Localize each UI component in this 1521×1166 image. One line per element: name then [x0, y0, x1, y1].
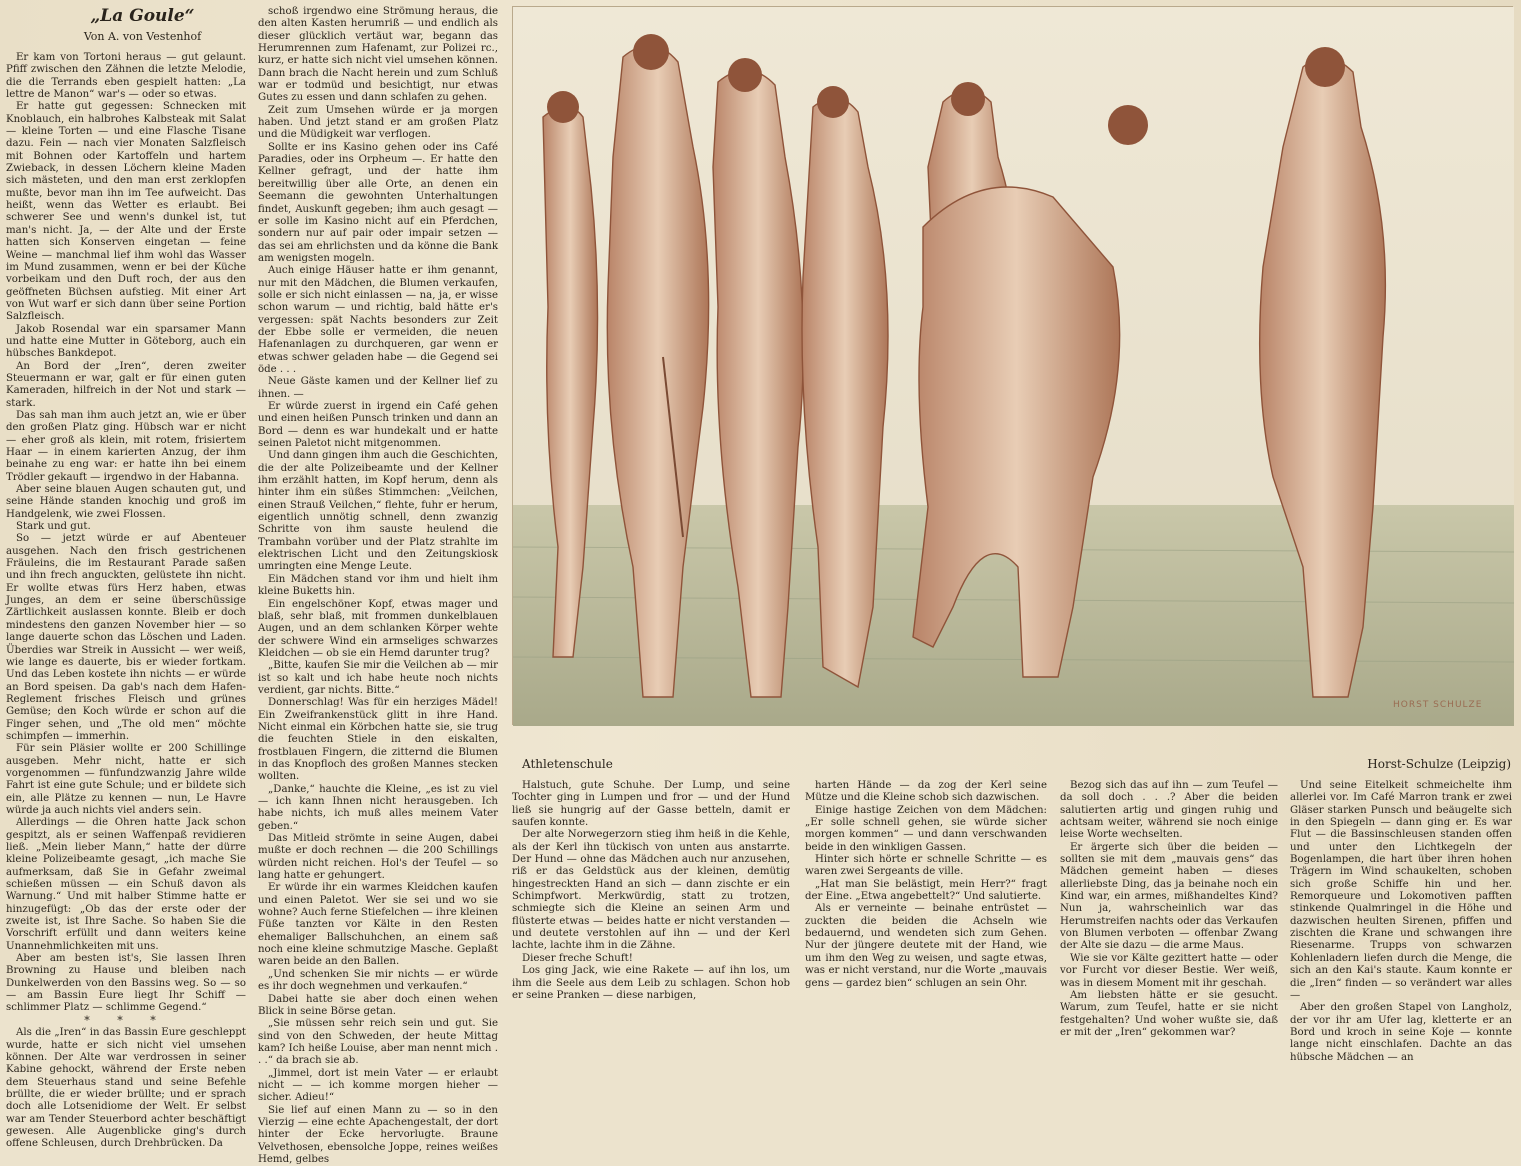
paragraph: Los ging Jack, wie eine Rakete — auf ihn los, um ihm die Seele aus dem Leib zu schlagen. Schon hob er seine Pranken — diese narbigen, — [512, 965, 790, 1001]
paragraph: Jakob Rosendal war ein sparsamer Mann und hatte eine Mutter in Göteborg, auch ein hübsches Bankdepot. — [6, 323, 246, 360]
paragraph: Als er verneinte — beinahe entrüstet — zuckten die beiden die Achseln wie bedauernd, und wendeten sich zum Gehen. Nur der jüngere deutete mit der Hand, wie um ihm den Weg zu weisen, und sagte etwas, was er nicht verstand, nur die Worte „mauvais gens — gardez bien“ schlugen an sein Ohr. — [805, 903, 1047, 989]
text-column-5 — [1060, 780, 1278, 1038]
paragraph: Er würde zuerst in irgend ein Café gehen und einen heißen Punsch trinken und dann an Bord — denn es war hundekalt und er hatte seinen Paletot nicht mitgenommen. — [258, 401, 498, 450]
paragraph: „Sie müssen sehr reich sein und gut. Sie sind von den Schweden, der heute Mittag kam? Ich heiße Louise, aber man nennt mich . . .“ da brach sie ab. — [258, 1018, 498, 1067]
paragraph: Für sein Pläsier wollte er 200 Schillinge ausgeben. Mehr nicht, hatte er sich vorgenommen — fünfundzwanzig Jahre wilde Fahrt ist eine gute Schule; und er bildete sich ein, alle Plätze zu kennen — nun, Le Havre würde ja auch nichts viel anders sein. — [6, 743, 246, 816]
artist-signature: HORST SCHULZE — [1393, 700, 1483, 710]
paragraph: Einige hastige Zeichen von dem Mädchen: „Er solle schnell gehen, sie würde sicher morgen kommen“ — und dann verschwanden beide in den winkligen Gassen. — [805, 804, 1047, 853]
paragraph: Hinter sich hörte er schnelle Schritte — es waren zwei Sergeants de ville. — [805, 854, 1047, 878]
paragraph: Aber den großen Stapel von Langholz, der vor ihr am Ufer lag, kletterte er an Bord und kroch in seine Koje — konnte lange nicht einschlafen. Dachte an das hübsche Mädchen — an — [1290, 1002, 1512, 1063]
paragraph: Halstuch, gute Schuhe. Der Lump, und seine Tochter ging in Lumpen und fror — und der Hund ließ sie hungrig auf der Gasse betteln, damit er saufen konnte. — [512, 780, 790, 829]
paragraph: Aber seine blauen Augen schauten gut, und seine Hände standen knochig und groß im Handgelenk, wie zwei Flossen. — [6, 484, 246, 520]
text-column-6 — [1290, 780, 1512, 1063]
paragraph: Und dann gingen ihm auch die Geschichten, die der alte Polizeibeamte und der Kellner ihm erzählt hatten, im Kopf herum, denn als hinter ihm ein süßes Stimmchen: „Veilchen, einen Strauß Veilchen,“ flehte, fuhr er herum, eigentlich unnötig schnell, denn zwanzig Schritte von ihm sauste heulend die Trambahn vorüber und der Platz strahlte im elektrischen Licht und den Zeitungskiosk umringten eine Menge Leute. — [258, 450, 498, 573]
paragraph: Neue Gäste kamen und der Kellner lief zu ihnen. — — [258, 376, 498, 400]
paragraph: Er hatte gut gegessen: Schnecken mit Knoblauch, ein halbrohes Kalbsteak mit Salat — kleine Torten — und eine Flasche Tisane dazu. Fein — nach vier Monaten Salzfleisch mit Bohnen oder Kartoffeln und hartem Zwieback, in dessen Löchern kleine Maden sich mästeten, und den man erst zerklopfen mußte, bevor man ihn im Tee aufweicht. Das heißt, wenn das Wetter es erlaubt. Bei schwerer See und wenn's dunkel ist, tut man's nicht. Ja, — der Alte und der Erste hatten sich Konserven eingetan — feine Weine — manchmal lief ihm wohl das Wasser im Mund zusammen, wenn er bei der Küche vorbeikam und den Duft roch, der aus den geöffneten Büchsen aufstieg. Mit einer Art von Wut warf er sich dann über seine Portion Salzfleisch. — [6, 101, 246, 323]
article-header — [40, 6, 245, 46]
paragraph: Am liebsten hätte er sie gesucht. Warum, zum Teufel, hatte er sie nicht festgehalten? Und woher wußte sie, daß er mit der „Iren“ gekommen war? — [1060, 989, 1278, 1038]
paragraph: „Bitte, kaufen Sie mir die Veilchen ab — mir ist so kalt und ich habe heute noch nichts verdient, gar nichts. Bitte.“ — [258, 660, 498, 696]
paragraph: Er kam von Tortoni heraus — gut gelaunt. Pfiff zwischen den Zähnen die letzte Melodie, die die Terrands eben gespielt hatten: „La lettre de Manon“ war's — oder so etwas. — [6, 52, 246, 101]
paragraph: Und seine Eitelkeit schmeichelte ihm allerlei vor. Im Café Marron trank er zwei Gläser starken Punsch und beäugelte sich in den Spiegeln — dann ging er. Es war Flut — die Bassinschleusen standen offen und unter den Lichtkegeln der Bogenlampen, die hart über ihren hohen Trägern im Wind schaukelten, schoben sich große Schiffe hin und her. Remorqueure und Lokomotiven pafften stinkende Qualmringel in die Höhe und dazwischen heulten Sirenen, pfiffen und zischten die Krane und schwangen ihre Riesenarme. Trupps von schwarzen Kohlenladern liefen durch die Menge, die sich an den Kai's staute. Kaum konnte er die „Iren“ finden — so verändert war alles — — [1290, 780, 1512, 1001]
illustration-athletenschule — [512, 6, 1513, 725]
paragraph: Zeit zum Umsehen würde er ja morgen haben. Und jetzt stand er am großen Platz und die Müdigkeit war verflogen. — [258, 104, 498, 141]
paragraph: Sie lief auf einen Mann zu — so in den Vierzig — eine echte Apachengestalt, der dort hinter der Ecke hervorlugte. Braune Velvethosen, ebensolche Joppe, reines weißes Hemd, gelbes — [258, 1104, 498, 1165]
paragraph: „Und schenken Sie mir nichts — er würde es ihr doch wegnehmen und verkaufen.“ — [258, 968, 498, 993]
paragraph: Aber am besten ist's, Sie lassen Ihren Browning zu Hause und bleiben nach Dunkelwerden von den Bassins weg. So — so — am Bassin Eure liegt Ihr Schiff — schlimmer Platz — schlimme Gegend.“ — [6, 953, 246, 1014]
paragraph: „Hat man Sie belästigt, mein Herr?“ fragt der Eine. „Etwa angebettelt?“ Und salutierte. — [805, 878, 1047, 903]
paragraph: Ein Mädchen stand vor ihm und hielt ihm kleine Buketts hin. — [258, 573, 498, 598]
paragraph: schoß irgendwo eine Strömung heraus, die den alten Kasten herumriß — und endlich als dieser glücklich vertäut war, begann das Herumrennen zum Hafenamt, zur Polizei rc., kurz, er hatte sich nicht viel umsehen können. Dann brach die Nacht herein und zum Schluß war er todmüd und besichtigt, nur etwas Gutes zu essen und dann schlafen zu gehen. — [258, 6, 498, 104]
paragraph: Der alte Norwegerzorn stieg ihm heiß in die Kehle, als der Kerl ihn tückisch von unten aus anstarrte. Der Hund — ohne das Mädchen auch nur anzusehen, riß er das Geldstück aus der kleinen, demütig hingestreckten Hand an sich — dann zischte er ein Schimpfwort. Merkwürdig, statt zu trotzen, schmiegte sich die Kleine an seinen Arm und flüsterte etwas — beides hatte er nicht verstanden — und deutete verstohlen auf ihn — und der Kerl lachte, lachte ihm in die Zähne. — [512, 829, 790, 952]
paragraph: Das sah man ihm auch jetzt an, wie er über den großen Platz ging. Hübsch war er nicht — eher groß als klein, mit rotem, frisiertem Haar — in einem karierten Anzug, der ihm beinahe zu eng war: er hatte ihn bei einem Trödler gekauft — irgendwo in der Habanna. — [6, 409, 246, 483]
text-column-3 — [512, 780, 790, 1001]
paragraph: Er würde ihr ein warmes Kleidchen kaufen und einen Paletot. Wer sie sei und wo sie wohne? Auch ferne Stiefelchen — ihre kleinen Füße tanzten vor Kälte in den Resten ehemaliger Ballschuhchen, an einem saß noch eine kleine schmutzige Masche. Geplaßt waren beide an den Ballen. — [258, 882, 498, 968]
paragraph: Donnerschlag! Was für ein herziges Mädel! Ein Zweifrankenstück glitt in ihre Hand. Nicht einmal ein Körbchen hatte sie, sie trug die feuchten Stiele in den eiskalten, frostblauen Fingern, die zitternd die Blumen in das Knopfloch des großen Mannes stecken wollten. — [258, 697, 498, 783]
athletes-drawing — [513, 7, 1514, 726]
paragraph: Auch einige Häuser hatte er ihm genannt, nur mit den Mädchen, die Blumen verkaufen, solle er sich nicht einlassen — na, ja, er wisse schon warum — und richtig, bald hätte er's vergessen: spät Nachts besonders zur Zeit der Ebbe solle er vermeiden, die neuen Hafenanlagen zu durchqueren, gar wenn er etwas schwer geladen habe — die Gegend sei öde . . . — [258, 265, 498, 375]
illustration-caption-artist: Horst-Schulze (Leipzig) — [1367, 757, 1511, 771]
text-column-1 — [6, 52, 246, 1150]
paragraph: „Danke,“ hauchte die Kleine, „es ist zu viel — ich kann Ihnen nicht herausgeben. Ich habe nichts, ich muß alles meinem Vater geben.“ — [258, 783, 498, 832]
paragraph: * * * — [84, 1013, 168, 1027]
illustration-caption-title: Athletenschule — [522, 757, 613, 771]
paragraph: Ein engelschöner Kopf, etwas mager und blaß, sehr blaß, mit frommen dunkelblauen Augen, und an dem schlanken Körper wehte der schwere Wind ein armseliges schwarzes Kleidchen — ob sie ein Hemd darunter trug? — [258, 598, 498, 659]
article-title: „La Goule“ — [90, 6, 195, 26]
paragraph: So — jetzt würde er auf Abenteuer ausgehen. Nach den frisch gestrichenen Fräuleins, die im Restaurant Parade saßen und ihn frech anguckten, gelüstete ihn nicht. Er wollte etwas fürs Herz haben, etwas Junges, an dem er seine überschüssige Zärtlichkeit auslassen konnte. Bleib er doch mindestens den ganzen November hier — so lange dauerte schon das Löschen und Laden. Überdies war Streik in Aussicht — wer weiß, wie lange es dauerte, bis er wieder fortkam. Und das Leben kostete ihn nichts — er würde an Bord speisen. Da gab's nach dem Hafen-Reglement frisches Fleisch und grünes Gemüse; den Koch würde er schon auf die Finger sehen, und „The old men“ möchte schimpfen — immerhin. — [6, 533, 246, 742]
paragraph: Sollte er ins Kasino gehen oder ins Café Paradies, oder ins Orpheum —. Er hatte den Kellner gefragt, und der hatte ihm bereitwillig über alle Orte, an denen ein Seemann die gewohnten Unterhaltungen findet, Auskunft gegeben; ihm auch gesagt — er solle im Kasino nicht auf ein Pferdchen, sondern nur auf pair oder impair setzen — das sei am ehrlichsten und da könne die Bank am wenigsten mogeln. — [258, 141, 498, 264]
paragraph: Wie sie vor Kälte gezittert hatte — oder vor Furcht vor dieser Bestie. Wer weiß, was in diesem Moment mit ihr geschah. — [1060, 952, 1278, 989]
paragraph: harten Hände — da zog der Kerl seine Mütze und die Kleine schob sich dazwischen. — [805, 780, 1047, 804]
paragraph: Als die „Iren“ in das Bassin Eure geschleppt wurde, hatte er sich nicht viel umsehen können. Der Alte war verdrossen in seiner Kabine gehockt, während der Erste neben dem Steuerhaus stand und seine Befehle brüllte, die er wieder brüllte; und er sprach doch alle Lotsenidiome der Welt. Er selbst war am Tender Steuerbord achter beschäftigt gewesen. Alle Augenblicke ging's durch offene Schleusen, durch Drehbrücken. Da — [6, 1027, 246, 1150]
paragraph: Allerdings — die Ohren hatte Jack schon gespitzt, als er seinen Waffenpaß revidieren ließ. „Mein lieber Mann,“ hatte der dürre kleine Polizeibeamte gesagt, „ich mache Sie aufmerksam, daß Sie in Gefahr zweimal schießen müssen — ein Schuß davon als Warnung.“ Und mit halber Stimme hatte er hinzugefügt: „Ob das der erste oder der zweite ist, ist Ihre Sache. So haben Sie die Vorschrift erfüllt und dann weiters keine Unannehmlichkeiten mit uns. — [6, 817, 246, 952]
paragraph: Er ärgerte sich über die beiden — sollten sie mit dem „mauvais gens“ das Mädchen gemeint haben — dieses allerliebste Ding, das ja beinahe noch ein Kind war, ein armes, mißhandeltes Kind? Nun ja, wahrscheinlich war das Herumstreifen nachts oder das Verkaufen von Blumen verboten — offenbar Zwang der Alte sie dazu — die arme Maus. — [1060, 841, 1278, 952]
paragraph: Bezog sich das auf ihn — zum Teufel — da soll doch . . .? Aber die beiden salutierten artig und gingen ruhig und achtsam weiter, während sie noch einige leise Worte wechselten. — [1060, 780, 1278, 841]
paragraph: Dieser freche Schuft! — [522, 952, 633, 964]
paragraph: Stark und gut. — [16, 521, 91, 533]
paragraph: „Jimmel, dort ist mein Vater — er erlaubt nicht — — ich komme morgen hieher — sicher. Adieu!“ — [258, 1067, 498, 1104]
text-column-2 — [258, 6, 498, 1165]
paragraph: Das Mitleid strömte in seine Augen, dabei mußte er doch rechnen — die 200 Schillings würden nicht reichen. Hol's der Teufel — so lang hatte er gehungert. — [258, 833, 498, 882]
article-author: Von A. von Vestenhof — [83, 30, 202, 43]
paragraph: Dabei hatte sie aber doch einen wehen Blick in seine Börse getan. — [258, 993, 498, 1017]
paragraph: An Bord der „Iren“, deren zweiter Steuermann er war, galt er für einen guten Kameraden, hilfreich in der Not und stark — stark. — [6, 360, 246, 409]
text-column-4 — [805, 780, 1047, 998]
